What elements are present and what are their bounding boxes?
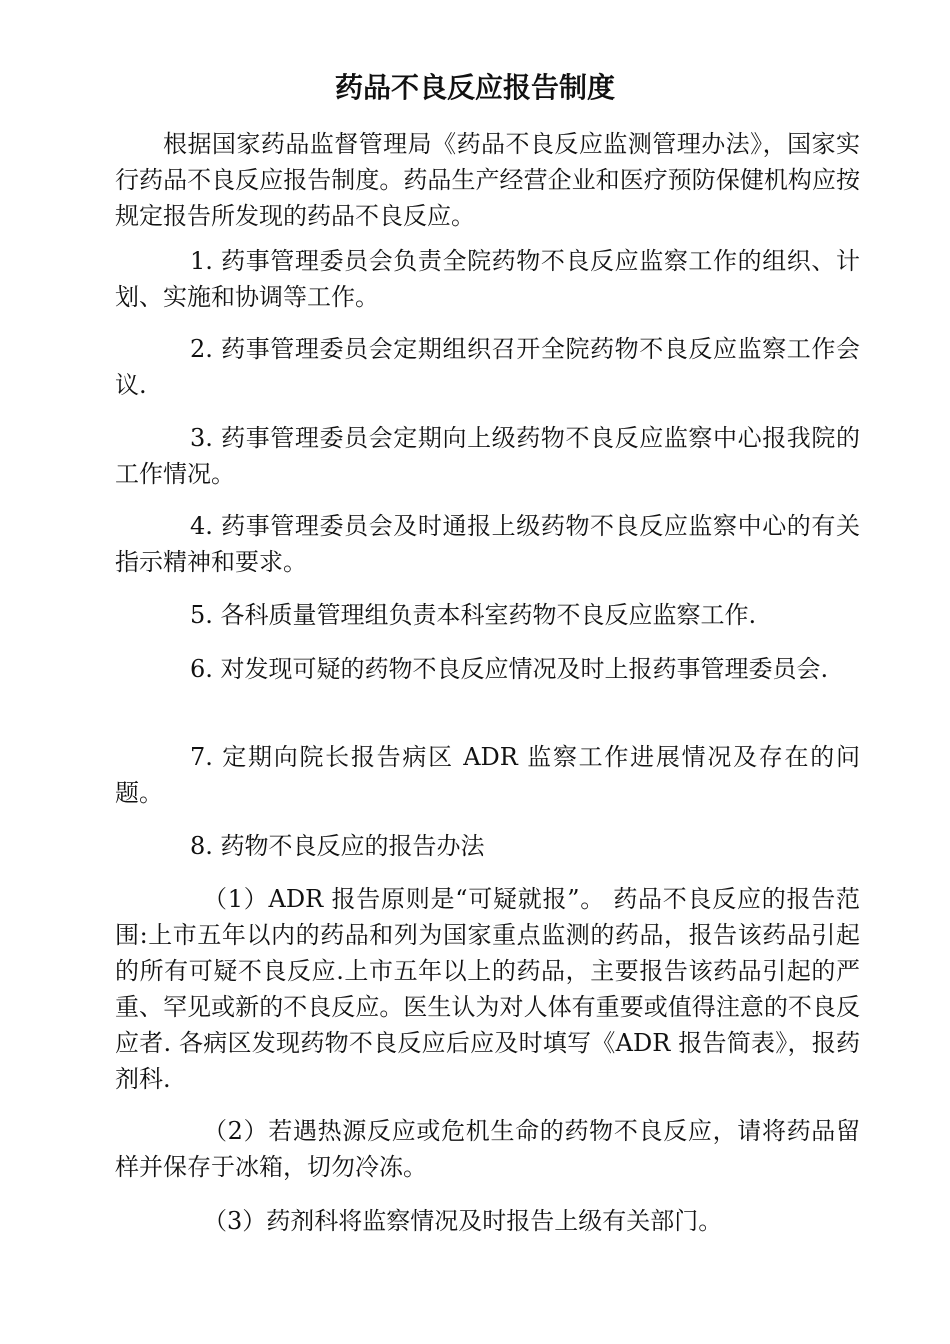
sub-clause-3: （3）药剂科将监察情况及时报告上级有关部门。 [203, 1207, 723, 1235]
clause-6: 6. 对发现可疑的药物不良反应情况及时上报药事管理委员会. [190, 655, 829, 683]
sub-clause-1: （1）ADR 报告原则是“可疑就报”。 药品不良反应的报告范围:上市五年以内的药品和列为国家重点监测的药品，报告该药品引起的所有可疑不良反应.上市五年以上的药品，主要报告该药品引起的严重、罕见或新的不良反应。医生认为对人体有重要或值得注意的不良反应者. 各病区发现药物不良反应后应及时填写《ADR 报告简表》，报药剂科. [115, 885, 860, 1093]
clause-3: 3. 药事管理委员会定期向上级药物不良反应监察中心报我院的工作情况。 [115, 424, 860, 488]
sub-clause-2: （2）若遇热源反应或危机生命的药物不良反应，请将药品留样并保存于冰箱，切勿冷冻。 [115, 1117, 860, 1181]
clause-7: 7. 定期向院长报告病区 ADR 监察工作进展情况及存在的问题。 [115, 743, 860, 807]
clause-1: 1. 药事管理委员会负责全院药物不良反应监察工作的组织、计划、实施和协调等工作。 [115, 247, 860, 311]
clause-5: 5. 各科质量管理组负责本科室药物不良反应监察工作. [190, 601, 757, 629]
clause-2: 2. 药事管理委员会定期组织召开全院药物不良反应监察工作会议. [115, 335, 860, 399]
document-title: 药品不良反应报告制度 [334, 71, 615, 104]
intro-paragraph: 根据国家药品监督管理局《药品不良反应监测管理办法》，国家实行药品不良反应报告制度。药品生产经营企业和医疗预防保健机构应按规定报告所发现的药品不良反应。 [115, 130, 860, 230]
clause-4: 4. 药事管理委员会及时通报上级药物不良反应监察中心的有关指示精神和要求。 [115, 512, 860, 576]
clause-8: 8. 药物不良反应的报告办法 [190, 832, 485, 860]
